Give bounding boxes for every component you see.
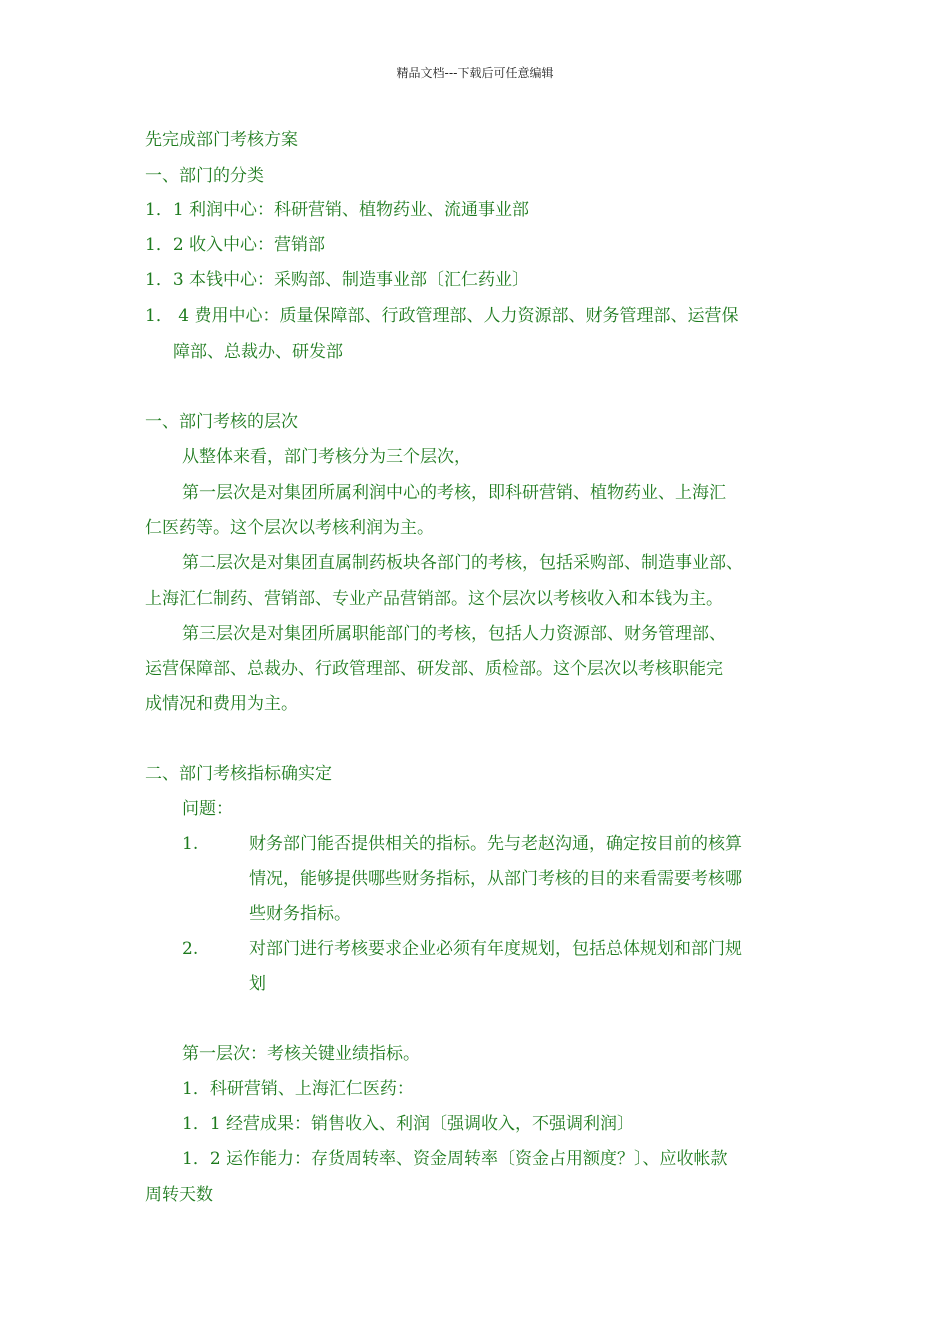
paragraph-line: 第三层次是对集团所属职能部门的考核，包括人力资源部、财务管理部、 xyxy=(182,624,726,644)
list-item: 1．2 收入中心：营销部 xyxy=(145,235,326,255)
section-heading: 一、部门的分类 xyxy=(145,166,264,186)
list-number: 2. xyxy=(182,939,199,959)
doc-title: 先完成部门考核方案 xyxy=(145,130,298,150)
list-number: 1. xyxy=(182,834,199,854)
list-item: 1．科研营销、上海汇仁医药： xyxy=(182,1079,414,1099)
paragraph-line: 从整体来看，部门考核分为三个层次， xyxy=(182,447,471,467)
list-item-text: 对部门进行考核要求企业必须有年度规划，包括总体规划和部门规 xyxy=(249,939,742,959)
question-label: 问题： xyxy=(182,799,233,819)
list-item-text: 财务部门能否提供相关的指标。先与老赵沟通，确定按目前的核算 xyxy=(249,834,742,854)
paragraph-line: 第一层次：考核关键业绩指标。 xyxy=(182,1044,420,1064)
list-item: 1．1 利润中心：科研营销、植物药业、流通事业部 xyxy=(145,200,530,220)
list-item: 1． 4 费用中心：质量保障部、行政管理部、人力资源部、财务管理部、运营保 xyxy=(145,306,739,326)
paragraph-line: 仁医药等。这个层次以考核利润为主。 xyxy=(145,518,434,538)
paragraph-line: 上海汇仁制药、营销部、专业产品营销部。这个层次以考核收入和本钱为主。 xyxy=(145,589,723,609)
list-item-continued: 障部、总裁办、研发部 xyxy=(173,342,343,362)
page-header: 精品文档---下载后可任意编辑 xyxy=(396,66,554,80)
list-item: 1．3 本钱中心：采购部、制造事业部〔汇仁药业〕 xyxy=(145,270,530,290)
paragraph-line: 第一层次是对集团所属利润中心的考核，即科研营销、植物药业、上海汇 xyxy=(182,483,726,503)
paragraph-line: 成情况和费用为主。 xyxy=(145,694,298,714)
list-item-text: 些财务指标。 xyxy=(249,904,351,924)
paragraph-line: 第二层次是对集团直属制药板块各部门的考核，包括采购部、制造事业部、 xyxy=(182,553,743,573)
section-heading: 二、部门考核指标确实定 xyxy=(145,764,332,784)
list-item-text: 划 xyxy=(249,974,266,994)
list-item-continued: 周转天数 xyxy=(145,1185,213,1205)
section-heading: 一、部门考核的层次 xyxy=(145,412,298,432)
list-item: 1．2 运作能力：存货周转率、资金周转率〔资金占用额度？〕、应收帐款 xyxy=(182,1149,728,1169)
list-item: 1．1 经营成果：销售收入、利润〔强调收入，不强调利润〕 xyxy=(182,1114,635,1134)
list-item-text: 情况，能够提供哪些财务指标，从部门考核的目的来看需要考核哪 xyxy=(249,869,742,889)
paragraph-line: 运营保障部、总裁办、行政管理部、研发部、质检部。这个层次以考核职能完 xyxy=(145,659,723,679)
